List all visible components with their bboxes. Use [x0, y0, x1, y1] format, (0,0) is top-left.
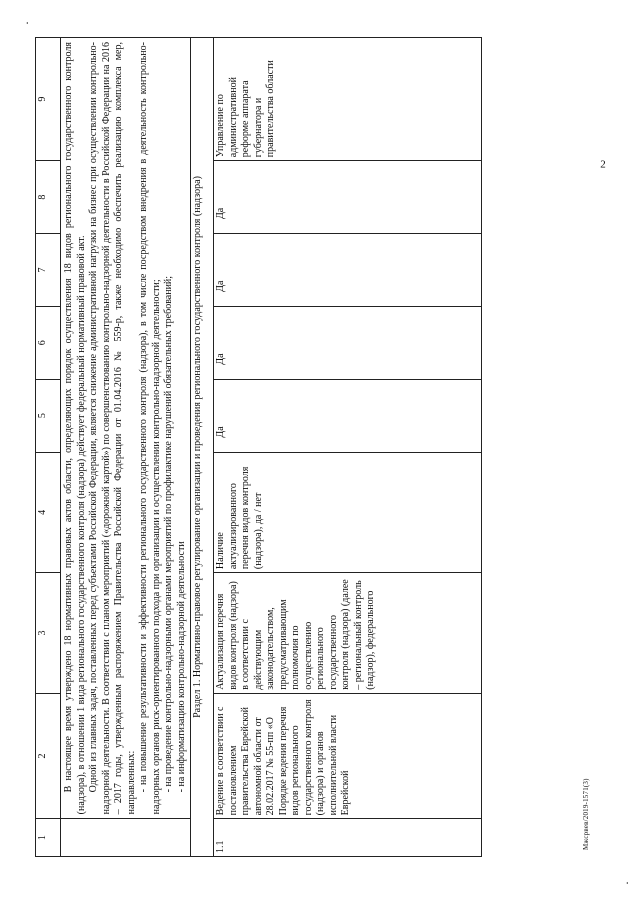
intro-empty-cell — [61, 819, 191, 857]
row-event-text: Ведение в соответствии с постановлением правительства Еврейской автономной области от 28.02.2017 № 55-пп «О Порядке ведения перечня видов регионального государственного контроля (надзора) и органов исполнительной власти Еврейской — [215, 699, 351, 816]
col-header: 5 — [36, 379, 61, 452]
row-indicator-cell: Наличие актуализированного перечня видов контроля (надзора), да / нет — [214, 452, 482, 573]
col-header: 6 — [36, 306, 61, 379]
col-header: 9 — [36, 38, 61, 161]
intro-paragraph: - на повышение результативности и эффективности регионального государственного контроля (надзора), в том числе посредством внедрения в деятельность контрольно-надзорных органов риск-ориентированного подхода при организации и осуществлении контрольно-надзорной деятельности; — [138, 42, 162, 815]
col-header: 4 — [36, 452, 61, 573]
col-header: 7 — [36, 234, 61, 307]
col-header: 1 — [36, 819, 61, 857]
table-row — [214, 38, 482, 857]
intro-paragraph: - на информатизацию контрольно-надзорной деятельности — [175, 541, 187, 793]
row-value-2017: Да — [214, 379, 482, 452]
row-event-cell — [214, 693, 482, 819]
section-row — [191, 38, 214, 857]
row-value-2019: Да — [214, 234, 482, 307]
col-header: 2 — [36, 693, 61, 819]
col-header: 3 — [36, 573, 61, 694]
footer-code: Мжсрвев/2019-1571(3) — [582, 778, 590, 850]
row-number: 1.1 — [214, 819, 482, 857]
column-number-row — [36, 38, 61, 857]
section-title: Раздел 1. Нормативно-правовое регулирование организации и проведения регионального государственного контроля (надзора) — [191, 38, 214, 857]
row-responsible-cell: Управление по административной реформе аппарата губернатора и правительства области — [214, 38, 482, 161]
intro-text — [61, 38, 191, 819]
row-value-2020: Да — [214, 161, 482, 234]
row-description-text: Актуализация перечня видов контроля (надзора) в соответствии с действующим законодательством, предусматривающим полномочия по осуществлению регионального государственного контроля (надзора) (далее – региональный контроль (надзор), федерального — [215, 579, 376, 690]
intro-row — [61, 38, 191, 857]
row-description-cell — [214, 573, 482, 694]
scan-mark: · — [620, 881, 634, 885]
col-header: 8 — [36, 161, 61, 234]
plan-table — [35, 37, 482, 857]
intro-paragraph: В настоящее время утверждено 18 нормативных правовых актов области, определяющих порядок осуществления 18 видов регионального государственного контроля (надзора), в отношении 1 вида регионального государственного контроля (надзора) действует федеральный нормативный правовой акт. — [63, 42, 87, 815]
intro-paragraph: - на проведение контрольно-надзорными органами мероприятий по профилактике нарушений обязательных требований; — [163, 275, 174, 793]
page-number: 2 — [600, 158, 606, 171]
row-value-2018: Да — [214, 306, 482, 379]
intro-paragraph: Одной из главных задач, поставленных перед субъектами Российской Федерации, является снижение административной нагрузки на бизнес при осуществлении контрольно-надзорной деятельности. В соответствии с планом мероприятий («дорожной картой») по совершенствованию контрольно-надзорной деятельности в Российской Федерации на 2016 – 2017 годы, утвержденным распоряжением Правительства Российской Федерации от 01.04.2016 № 559-р, также необходимо обеспечить реализацию комплекса мер, направленных: — [88, 42, 137, 815]
scan-mark: · — [20, 21, 34, 25]
